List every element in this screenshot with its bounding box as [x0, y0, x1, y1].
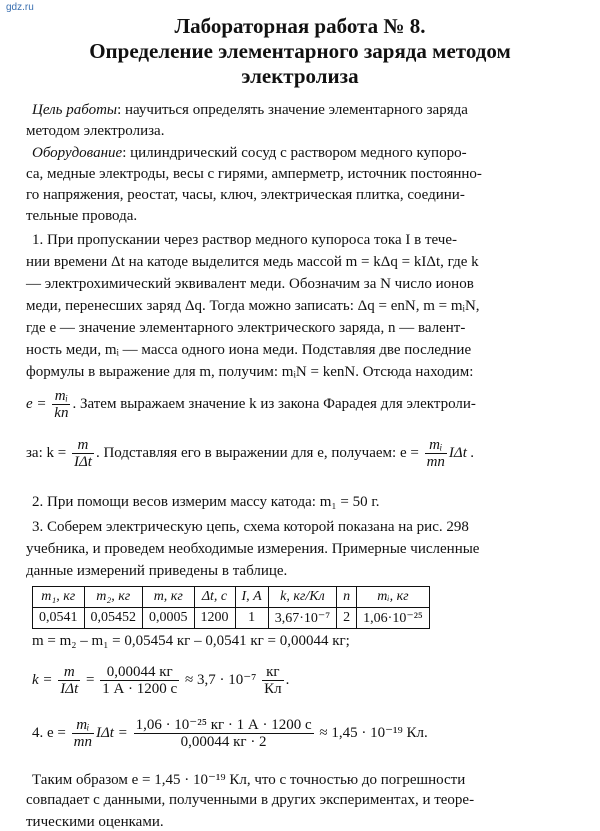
fraction-k-2: $\frac{0,00044 кг}{1 А \cdot 1200 с}$ — [102, 664, 178, 697]
table-cell: 1,06·10⁻²⁵ — [357, 608, 430, 629]
fraction-m-idt: $\frac{m}{\text{IΔt}}$ — [73, 437, 92, 470]
equipment-line-1: Оборудование: цилиндрический сосуд с раствором медного купоро- — [32, 145, 467, 161]
fraction-k-unit: $\frac{кг}{Кл}$ — [264, 664, 282, 697]
table-cell: 0,05452 — [84, 608, 143, 629]
equipment-line-2: са, медные электроды, весы с гирями, амперметр, источник постоянно- — [26, 166, 482, 182]
fraction-mi-kn: $\frac{\text{mᵢ}}{kn}$ — [54, 388, 69, 421]
goal-label: Цель работы — [32, 102, 118, 118]
conclusion-line-3: тическими оценками. — [26, 814, 164, 830]
step1-line-7: формулы в выражение для m, получим: mᵢN = kenN. Отсюда находим: — [26, 364, 474, 380]
equipment-line-3: го напряжения, реостат, часы, ключ, электрическая плитка, соедини- — [26, 187, 465, 203]
step1-formula-k: за: k = $\frac{m}{\text{IΔt}}$ . Подставляя его в выражении для e, получаем: e = $\frac{\text{mᵢ}}{mn}$ IΔt . — [26, 437, 475, 470]
step1-line-6: ность меди, mᵢ — масса одного иона меди. Подставляя две последние — [26, 342, 472, 358]
fraction-e-2: $\frac{\text{1,06 · 10⁻²⁵ кг · 1 А · 1200 с}}{0,00044 кг \cdot 2}$ — [135, 717, 312, 750]
table-header-cell: k, кг/Кл — [268, 587, 336, 608]
fraction-e-1: $\frac{\text{mᵢ}}{mn}$ — [73, 717, 92, 750]
step1-formula-e: e = $\frac{\text{mᵢ}}{kn}$ . Затем выражаем значение k из закона Фарадея для электроли- — [26, 388, 476, 421]
step3-line-2: учебника, и проведем необходимые измерения. Примерные численные — [26, 541, 480, 557]
table-header-cell: m, кг — [143, 587, 195, 608]
title-line-2: Определение элементарного заряда методом — [89, 39, 511, 63]
table-cell: 0,0541 — [33, 608, 85, 629]
step1-line-1: 1. При пропускании через раствор медного купороса тока I в тече- — [32, 232, 457, 248]
step1-line-3: — электрохимический эквивалент меди. Обозначим за N число ионов — [26, 276, 474, 292]
step3-line-3: данные измерений приведены в таблице. — [26, 563, 288, 579]
table-header-row — [33, 587, 430, 608]
table-header-cell: m₁, кг — [33, 587, 85, 608]
table-header-cell: mᵢ, кг — [357, 587, 430, 608]
measurements-table — [32, 586, 430, 629]
table-cell: 2 — [337, 608, 357, 629]
calc-e: 4. e = $\frac{\text{mᵢ}}{mn}$ IΔt = $\frac{\text{1,06 · 10⁻²⁵ кг · 1 А · 1200 с}}{0,00044 кг \cdot 2}$ ≈ 1,45 · 10⁻¹⁹ Кл. — [32, 717, 428, 750]
calc-mass: m = m₂ – m₁ = 0,05454 кг – 0,0541 кг = 0,00044 кг; — [32, 633, 350, 649]
table-header-cell: m₂, кг — [84, 587, 143, 608]
equipment-label: Оборудование — [32, 145, 123, 161]
step1-line-5: где e — значение элементарного электрического заряда, n — валент- — [26, 320, 466, 336]
watermark: gdz.ru — [6, 2, 34, 13]
table-cell: 3,67·10⁻⁷ — [268, 608, 336, 629]
goal-line-1: Цель работы: научиться определять значение элементарного заряда — [32, 102, 468, 118]
fraction-k-1: $\frac{m}{\text{IΔt}}$ — [60, 664, 79, 697]
conclusion-line-2: совпадает с данными, полученными в других экспериментах, и теоре- — [26, 792, 475, 808]
step1-line-2: нии времени Δt на катоде выделится медь массой m = kΔq = kIΔt, где k — [26, 254, 479, 270]
table-header-cell: I, А — [235, 587, 268, 608]
fraction-mi-mn: $\frac{\text{mᵢ}}{mn}$ — [426, 437, 445, 470]
step1-line-4: меди, перенесших заряд Δq. Тогда можно записать: Δq = enN, m = mᵢN, — [26, 298, 480, 314]
step3-line-1: 3. Соберем электрическую цепь, схема которой показана на рис. 298 — [32, 519, 469, 535]
table-row — [33, 608, 430, 629]
table-cell: 1200 — [194, 608, 235, 629]
table-cell: 0,0005 — [143, 608, 195, 629]
table-header-cell: Δt, с — [194, 587, 235, 608]
calc-k: k = $\frac{m}{\text{IΔt}}$ = $\frac{0,00044 кг}{1 А \cdot 1200 с}$ ≈ 3,7 · 10⁻⁷ $\frac{кг}{Кл}$ . — [32, 664, 290, 697]
title-line-3: электролиза — [241, 64, 359, 88]
step2-line: 2. При помощи весов измерим массу катода: m₁ = 50 г. — [32, 494, 380, 510]
table-header-cell: n — [337, 587, 357, 608]
conclusion-line-1: Таким образом e = 1,45 · 10⁻¹⁹ Кл, что с точностью до погрешности — [32, 772, 466, 788]
equipment-line-4: тельные провода. — [26, 208, 138, 224]
table-cell: 1 — [235, 608, 268, 629]
title-line-1: Лабораторная работа № 8. — [174, 14, 426, 38]
goal-line-2: методом электролиза. — [26, 123, 165, 139]
page-title — [0, 14, 600, 89]
